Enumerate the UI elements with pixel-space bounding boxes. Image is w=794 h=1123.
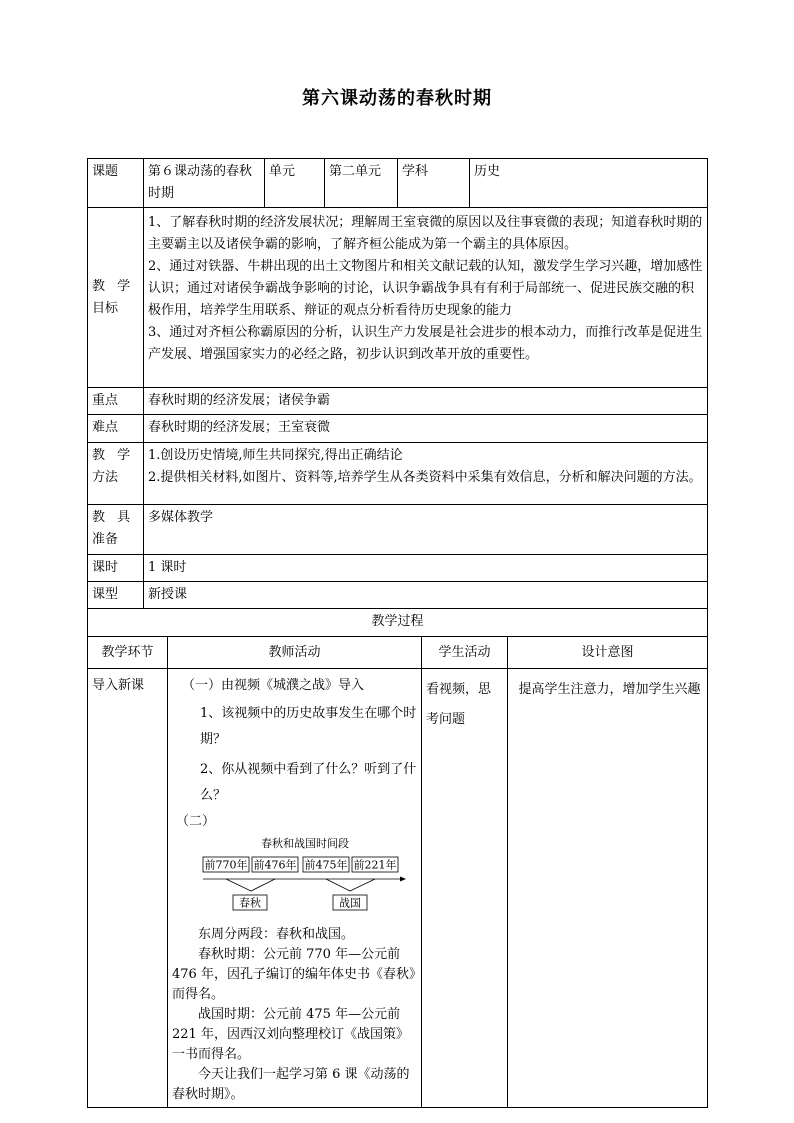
date-box xyxy=(352,857,398,872)
process-header-row xyxy=(88,609,708,637)
methods-label xyxy=(88,443,144,505)
period-label: 战国 xyxy=(339,896,361,910)
intro-lead: （一）由视频《城濮之战》导入 xyxy=(182,678,365,693)
period-box xyxy=(233,895,267,910)
type-label: 课型 xyxy=(88,582,144,609)
goals-label-line1: 教 学 xyxy=(92,278,135,294)
method-item: 1.创设历史情境,师生共同探究,得出正确结论 xyxy=(148,448,403,463)
difficulties-row xyxy=(88,415,708,443)
date-box xyxy=(203,857,249,872)
type-row xyxy=(88,582,708,609)
topic-value: 第６课动荡的春秋时期 xyxy=(144,159,265,208)
methods-value xyxy=(144,443,708,505)
methods-row xyxy=(88,443,708,505)
intro-row xyxy=(88,669,708,1108)
header-row xyxy=(88,159,708,208)
topic-label: 课题 xyxy=(88,159,144,208)
goals-row xyxy=(88,208,708,388)
intro-student: 看视频，思考问题 xyxy=(422,669,508,1108)
hours-label: 课时 xyxy=(88,555,144,582)
goal-item: 2、通过对铁器、牛耕出现的出土文物图片和相关文献记载的认知，激发学生学习兴趣，增加感性认识；通过对诸侯争霸战争影响的讨论，认识争霸战争具有有利于局部统一、促进民族交融的积极作用，培养学生用联系、辩证的观点分析看待历史现象的能力 xyxy=(148,259,703,318)
lesson-plan-table xyxy=(87,158,708,1108)
date-box xyxy=(252,857,298,872)
intro-paragraph: 今天让我们一起学习第 6 课《动荡的春秋时期》。 xyxy=(172,1067,410,1102)
key-points-value: 春秋时期的经济发展；诸侯争霸 xyxy=(144,388,708,415)
zhanguo-bracket xyxy=(326,879,375,891)
subject-value: 历史 xyxy=(470,159,708,208)
date-label: 前221年 xyxy=(353,858,397,872)
process-columns-row xyxy=(88,637,708,669)
intro-question-1: 1、该视频中的历史故事发生在哪个时期？ xyxy=(200,706,417,747)
subject-label: 学科 xyxy=(398,159,470,208)
methods-label-line2: 方法 xyxy=(92,470,119,485)
tools-label-line2: 准备 xyxy=(92,532,119,547)
tools-row xyxy=(88,505,708,555)
chunqiu-bracket xyxy=(226,879,275,891)
hours-value: 1 课时 xyxy=(144,555,708,582)
intro-question-2: 2、你从视频中看到了什么？听到了什么？ xyxy=(200,762,417,803)
tools-label xyxy=(88,505,144,555)
goal-item: 1、了解春秋时期的经济发展状况；理解周王室衰微的原因以及往事衰微的表现；知道春秋时期的主要霸主以及诸侯争霸的影响，了解齐桓公能成为第一个霸主的具体原因。 xyxy=(148,215,703,252)
date-box xyxy=(303,857,349,872)
period-box xyxy=(333,895,367,910)
col-intent: 设计意图 xyxy=(508,637,708,669)
tools-label-line1: 教 具 xyxy=(92,510,135,525)
methods-label-line1: 教 学 xyxy=(92,448,135,463)
col-teacher: 教师活动 xyxy=(168,637,422,669)
period-label: 春秋 xyxy=(239,896,261,910)
unit-label: 单元 xyxy=(265,159,325,208)
intro-intent: 提高学生注意力，增加学生兴趣 xyxy=(508,669,708,1108)
tools-value: 多媒体教学 xyxy=(144,505,708,555)
key-points-label: 重点 xyxy=(88,388,144,415)
intro-stage: 导入新课 xyxy=(88,669,168,1108)
intro-teacher xyxy=(168,669,422,1108)
date-label: 前475年 xyxy=(304,858,348,872)
goals-label xyxy=(88,208,144,388)
col-stage: 教学环节 xyxy=(88,637,168,669)
hours-row xyxy=(88,555,708,582)
col-student: 学生活动 xyxy=(422,637,508,669)
intro-part2: （二） xyxy=(176,814,216,829)
intro-paragraph: 东周分两段：春秋和战国。 xyxy=(198,927,355,942)
intro-paragraph: 春秋时期：公元前 770 年—公元前 476 年，因孔子编订的编年体史书《春秋》而得名。 xyxy=(172,947,416,1002)
goals-value xyxy=(144,208,708,388)
key-points-row xyxy=(88,388,708,415)
difficulties-value: 春秋时期的经济发展；王室衰微 xyxy=(144,415,708,443)
unit-value: 第二单元 xyxy=(325,159,398,208)
date-label: 前476年 xyxy=(253,858,297,872)
method-item: 2.提供相关材料,如图片、资料等,培养学生从各类资料中采集有效信息，分析和解决问题的方法。 xyxy=(148,470,702,485)
timeline-title: 春秋和战国时间段 xyxy=(261,837,349,850)
difficulties-label: 难点 xyxy=(88,415,144,443)
page-title: 第六课动荡的春秋时期 xyxy=(302,88,492,109)
intro-paragraph: 战国时期：公元前 475 年—公元前 221 年，因西汉刘向整理校订《战国策》一书而得名。 xyxy=(172,1007,409,1062)
goal-item: 3、通过对齐桓公称霸原因的分析，认识生产力发展是社会进步的根本动力，而推行改革是促进生产发展、增强国家实力的必经之路，初步认识到改革开放的重要性。 xyxy=(148,325,703,362)
process-header: 教学过程 xyxy=(88,609,708,637)
timeline-diagram xyxy=(200,855,410,913)
timeline-figure xyxy=(200,833,410,921)
type-value: 新授课 xyxy=(144,582,708,609)
arrow-icon xyxy=(400,877,406,882)
goals-label-line2: 目标 xyxy=(92,300,119,316)
date-label: 前770年 xyxy=(204,858,248,872)
